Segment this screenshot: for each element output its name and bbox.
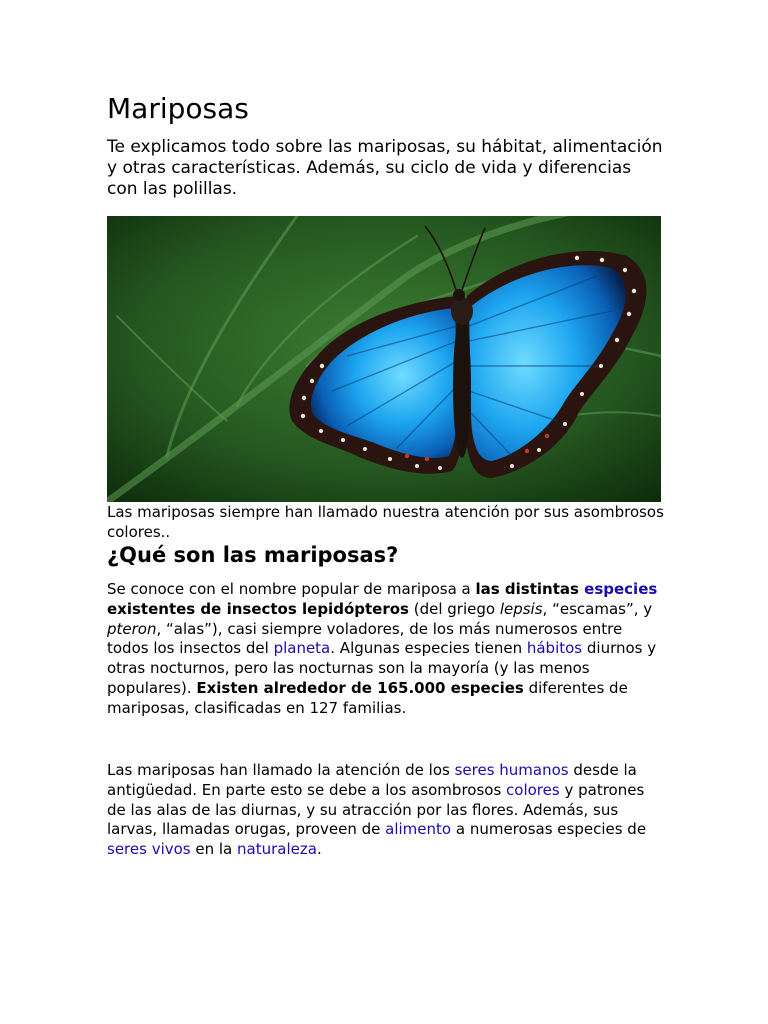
text-span: diferentes de mariposas, clasificadas en 127 familias.	[107, 678, 628, 717]
text-span: en la	[190, 840, 238, 859]
image-caption: Las mariposas siempre han llamado nuestra atención por sus asombrosos colores..	[107, 503, 664, 541]
text-span: , “alas”), casi siempre voladores, de los más numerosos entre todos los insectos del	[107, 619, 623, 658]
link-seres-humanos[interactable]: seres humanos	[454, 761, 569, 779]
link-especies[interactable]: especies	[584, 580, 658, 598]
link-colores[interactable]: colores	[506, 780, 560, 799]
text-span: .	[316, 840, 322, 859]
link-planeta[interactable]: planeta	[273, 639, 331, 658]
bold-text: existentes de insectos lepidópteros	[107, 599, 409, 618]
text-span: y patrones de las alas de las diurnas, y su atracción por las flores. Además, sus larvas, llamadas orugas, proveen de	[107, 780, 645, 839]
text-span: , “escamas”, y	[542, 599, 653, 618]
article-subtitle: Te explicamos todo sobre las mariposas, su hábitat, alimentación y otras características. Además, su ciclo de vida y diferencias con las polillas.	[107, 137, 663, 199]
text-span: (del griego	[408, 599, 500, 618]
bold-text: Existen alrededor de 165.000 especies	[196, 678, 524, 697]
link-seres-vivos[interactable]: seres vivos	[107, 840, 191, 859]
text-span: . Algunas especies tienen	[330, 639, 527, 658]
link-alimento[interactable]: alimento	[385, 820, 452, 839]
text-span: a numerosas especies de	[451, 820, 647, 839]
italic-text: pteron	[107, 619, 157, 638]
paragraph-1	[107, 580, 667, 719]
paragraph-2	[107, 761, 667, 860]
text-span: Las mariposas han llamado la atención de los	[107, 761, 455, 779]
italic-text: lepsis	[499, 599, 543, 618]
text-span: desde la antigüedad. En parte esto se debe a los asombrosos	[107, 761, 637, 799]
butterfly-image	[107, 216, 661, 502]
text-span: Se conoce con el nombre popular de mariposa a	[107, 580, 476, 598]
link-habitos[interactable]: hábitos	[526, 639, 583, 658]
bold-link-wrap	[584, 580, 657, 598]
text-span: diurnos y otras nocturnos, pero las nocturnas son la mayoría (y las menos populares).	[107, 639, 657, 697]
link-naturaleza[interactable]: naturaleza	[237, 840, 317, 859]
bold-text: las distintas	[475, 580, 585, 598]
section-heading: ¿Qué son las mariposas?	[107, 543, 399, 567]
page-title: Mariposas	[107, 92, 249, 125]
